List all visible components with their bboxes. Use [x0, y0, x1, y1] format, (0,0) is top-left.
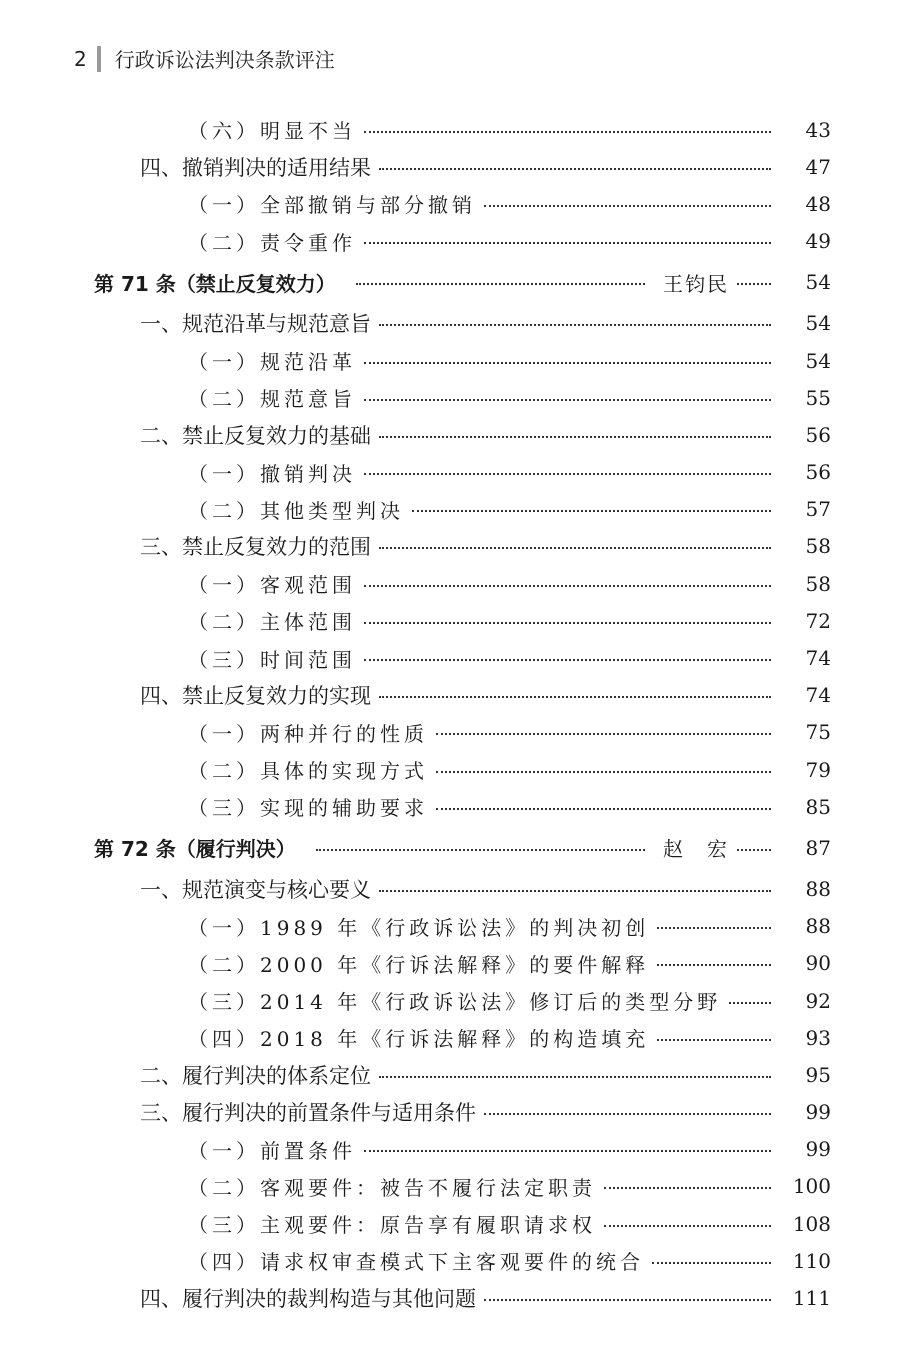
dot-leader — [364, 131, 771, 133]
dot-leader — [436, 771, 771, 773]
dot-leader — [484, 1299, 771, 1301]
toc-entry-page-number: 93 — [805, 1025, 831, 1050]
dot-leader — [364, 362, 771, 364]
toc-subsection-entry[interactable] — [0, 1242, 915, 1279]
toc-section-entry[interactable] — [0, 677, 915, 714]
toc-entry-title: 二、履行判决的体系定位 — [140, 1063, 371, 1088]
toc-entry-title: 一、规范演变与核心要义 — [140, 877, 371, 902]
toc-entry-title: （二）规范意旨 — [188, 387, 356, 412]
toc-entry-page-number: 75 — [805, 720, 831, 745]
toc-entry-title: （一）1989 年《行政诉讼法》的判决初创 — [188, 915, 650, 940]
toc-entry-title: 四、撤销判决的适用结果 — [140, 155, 371, 180]
toc-entry-page-number: 90 — [805, 951, 831, 976]
dot-leader — [316, 849, 645, 851]
toc-entry-title: 第 71 条（禁止反复效力） — [94, 271, 336, 296]
toc-entry-page-number: 99 — [805, 1137, 831, 1162]
dot-leader — [652, 1262, 771, 1264]
toc-entry-title: （六）明显不当 — [188, 119, 356, 144]
toc-section-entry[interactable] — [0, 416, 915, 453]
dot-leader — [729, 1002, 771, 1004]
header-divider — [97, 46, 101, 72]
dot-leader — [364, 242, 771, 244]
dot-leader — [484, 205, 771, 207]
toc-entry-title: （三）实现的辅助要求 — [188, 796, 428, 821]
toc-entry-page-number: 58 — [805, 571, 831, 596]
toc-subsection-entry[interactable] — [0, 111, 915, 148]
toc-entry-title: （一）两种并行的性质 — [188, 721, 428, 746]
toc-entry-title: （一）撤销判决 — [188, 461, 356, 486]
toc-subsection-entry[interactable] — [0, 454, 915, 491]
toc-entry-page-number: 55 — [805, 385, 831, 410]
toc-entry-title: （三）2014 年《行政诉讼法》修订后的类型分野 — [188, 990, 722, 1015]
toc-article-entry[interactable] — [0, 260, 915, 305]
toc-entry-page-number: 72 — [805, 608, 831, 633]
toc-entry-page-number: 92 — [805, 988, 831, 1013]
toc-entry-title: 三、履行判决的前置条件与适用条件 — [140, 1101, 476, 1126]
toc-entry-title: （四）请求权审查模式下主客观要件的统合 — [188, 1250, 644, 1275]
dot-leader — [604, 1225, 771, 1227]
toc-entry-page-number: 87 — [805, 835, 831, 860]
dot-leader — [379, 168, 771, 170]
toc-entry-title: （一）全部撤销与部分撤销 — [188, 193, 476, 218]
toc-entry-title: 第 72 条（履行判决） — [94, 837, 296, 862]
toc-subsection-entry[interactable] — [0, 565, 915, 602]
toc-entry-page-number: 74 — [805, 646, 831, 671]
dot-leader — [657, 927, 771, 929]
toc-entry-page-number: 85 — [805, 794, 831, 819]
dot-leader — [364, 399, 771, 401]
toc-entry-title: （三）主观要件：原告享有履职请求权 — [188, 1213, 596, 1238]
toc-entry-title: （二）责令重作 — [188, 230, 356, 255]
dot-leader — [657, 1039, 771, 1041]
toc-subsection-entry[interactable] — [0, 602, 915, 639]
toc-entry-title: （一）前置条件 — [188, 1138, 356, 1163]
toc-entry-title: （二）客观要件：被告不履行法定职责 — [188, 1175, 596, 1200]
toc-subsection-entry[interactable] — [0, 714, 915, 751]
toc-entry-page-number: 88 — [805, 876, 831, 901]
toc-entry-page-number: 54 — [805, 270, 831, 295]
toc-section-entry[interactable] — [0, 1094, 915, 1131]
dot-leader — [436, 733, 771, 735]
toc-entry-title: 二、禁止反复效力的基础 — [140, 423, 371, 448]
toc-subsection-entry[interactable] — [0, 639, 915, 676]
toc-entry-title: （四）2018 年《行诉法解释》的构造填充 — [188, 1027, 650, 1052]
toc-subsection-entry[interactable] — [0, 982, 915, 1019]
dot-leader — [379, 324, 771, 326]
dot-leader — [379, 1076, 771, 1078]
toc-section-entry[interactable] — [0, 1279, 915, 1316]
dot-leader — [364, 585, 771, 587]
dot-leader — [737, 849, 771, 851]
toc-section-entry[interactable] — [0, 528, 915, 565]
dot-leader — [379, 696, 771, 698]
dot-leader — [484, 1113, 771, 1115]
toc-entry-title: （二）具体的实现方式 — [188, 759, 428, 784]
dot-leader — [379, 436, 771, 438]
toc-entry-page-number: 111 — [792, 1286, 831, 1311]
toc-subsection-entry[interactable] — [0, 1019, 915, 1056]
toc-entry-title: （二）2000 年《行诉法解释》的要件解释 — [188, 952, 650, 977]
toc-entry-page-number: 57 — [805, 497, 831, 522]
toc-subsection-entry[interactable] — [0, 751, 915, 788]
dot-leader — [379, 890, 771, 892]
dot-leader — [379, 547, 771, 549]
toc-entry-title: （三）时间范围 — [188, 647, 356, 672]
dot-leader — [364, 473, 771, 475]
toc-entry-title: （一）客观范围 — [188, 573, 356, 598]
toc-subsection-entry[interactable] — [0, 945, 915, 982]
toc-entry-title: （二）主体范围 — [188, 610, 356, 635]
dot-leader — [436, 808, 771, 810]
toc-entry-page-number: 108 — [792, 1211, 831, 1236]
dot-leader — [412, 510, 771, 512]
dot-leader — [737, 283, 771, 285]
running-header — [74, 44, 335, 73]
toc-entry-title: 四、履行判决的裁判构造与其他问题 — [140, 1287, 476, 1312]
toc-entry-page-number: 99 — [805, 1100, 831, 1125]
toc-entry-page-number: 79 — [805, 757, 831, 782]
toc-section-entry[interactable] — [0, 305, 915, 342]
toc-subsection-entry[interactable] — [0, 1131, 915, 1168]
dot-leader — [604, 1187, 771, 1189]
toc-subsection-entry[interactable] — [0, 342, 915, 379]
toc-section-entry[interactable] — [0, 870, 915, 907]
toc-entry-page-number: 48 — [805, 191, 831, 216]
header-book-title: 行政诉讼法判决条款评注 — [114, 48, 335, 72]
dot-leader — [364, 622, 771, 624]
dot-leader — [657, 964, 771, 966]
toc-article-entry[interactable] — [0, 825, 915, 870]
toc-entry-title: 四、禁止反复效力的实现 — [140, 684, 371, 709]
toc-entry-page-number: 74 — [805, 683, 831, 708]
toc-entry-page-number: 43 — [805, 117, 831, 142]
toc-entry-title: （二）其他类型判决 — [188, 498, 404, 523]
toc-entry-page-number: 54 — [805, 348, 831, 373]
toc-subsection-entry[interactable] — [0, 788, 915, 825]
toc-subsection-entry[interactable] — [0, 491, 915, 528]
toc-entry-author: 赵 宏 — [663, 837, 729, 862]
toc-entry-page-number: 100 — [792, 1174, 831, 1199]
toc-entry-title: 一、规范沿革与规范意旨 — [140, 312, 371, 337]
toc-entry-page-number: 54 — [805, 311, 831, 336]
toc-entry-page-number: 95 — [805, 1062, 831, 1087]
toc-subsection-entry[interactable] — [0, 379, 915, 416]
toc-entry-page-number: 88 — [805, 914, 831, 939]
toc-entry-page-number: 49 — [805, 229, 831, 254]
toc-subsection-entry[interactable] — [0, 1168, 915, 1205]
toc-entry-title: （一）规范沿革 — [188, 350, 356, 375]
dot-leader — [364, 1150, 771, 1152]
toc-entry-page-number: 56 — [805, 422, 831, 447]
toc-entry-page-number: 47 — [805, 154, 831, 179]
toc-entry-page-number: 110 — [792, 1248, 831, 1273]
toc-entry-page-number: 58 — [805, 534, 831, 559]
table-of-contents — [0, 111, 915, 1317]
dot-leader — [356, 283, 645, 285]
toc-subsection-entry[interactable] — [0, 1205, 915, 1242]
toc-subsection-entry[interactable] — [0, 185, 915, 222]
header-page-number: 2 — [74, 46, 87, 71]
toc-subsection-entry[interactable] — [0, 908, 915, 945]
toc-subsection-entry[interactable] — [0, 223, 915, 260]
dot-leader — [364, 659, 771, 661]
toc-entry-title: 三、禁止反复效力的范围 — [140, 535, 371, 560]
toc-section-entry[interactable] — [0, 1056, 915, 1093]
toc-entry-author: 王钧民 — [663, 271, 729, 296]
toc-section-entry[interactable] — [0, 148, 915, 185]
toc-entry-page-number: 56 — [805, 460, 831, 485]
